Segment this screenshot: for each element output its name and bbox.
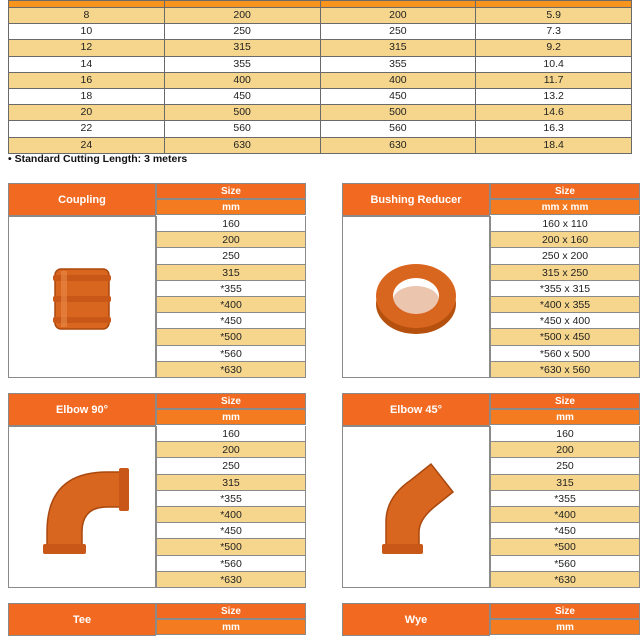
unit-header: mm xyxy=(156,199,306,215)
size-value: 250 xyxy=(156,248,306,264)
table-cell: 7.3 xyxy=(476,24,632,40)
wye-panel xyxy=(342,603,640,643)
panel-title: Wye xyxy=(342,603,490,636)
table-cell: 10 xyxy=(9,24,165,40)
table-cell: 250 xyxy=(320,24,476,40)
size-list xyxy=(156,426,306,588)
panel-title: Coupling xyxy=(8,183,156,216)
size-list xyxy=(490,216,640,378)
table-cell: 18.4 xyxy=(476,137,632,153)
table-cell: 630 xyxy=(320,137,476,153)
tee-panel xyxy=(8,603,306,643)
table-cell: 11.7 xyxy=(476,72,632,88)
size-value: *630 xyxy=(156,572,306,588)
size-value: 200 x 160 xyxy=(490,232,640,248)
elbow-45-image xyxy=(342,426,490,588)
table-row xyxy=(9,121,632,137)
size-value: *560 x 500 xyxy=(490,346,640,362)
size-value: *400 x 355 xyxy=(490,297,640,313)
size-value: *630 xyxy=(490,572,640,588)
cutting-length-note: • Standard Cutting Length: 3 meters xyxy=(8,153,188,165)
bushing-reducer-image xyxy=(342,216,490,378)
table-cell: 13.2 xyxy=(476,89,632,105)
size-header: Size xyxy=(156,393,306,409)
table-cell: 450 xyxy=(164,89,320,105)
table-cell: 560 xyxy=(320,121,476,137)
size-value: *400 xyxy=(490,507,640,523)
unit-header: mm xyxy=(490,619,640,635)
size-value: *500 xyxy=(156,329,306,345)
unit-header: mm xyxy=(156,619,306,635)
size-header: Size xyxy=(156,603,306,619)
size-value: *355 x 315 xyxy=(490,281,640,297)
table-cell: 400 xyxy=(320,72,476,88)
unit-header: mm xyxy=(490,409,640,425)
size-value: *450 x 400 xyxy=(490,313,640,329)
table-cell: 250 xyxy=(164,24,320,40)
pipe-size-table xyxy=(8,0,632,154)
size-value: *450 xyxy=(156,313,306,329)
size-value: *355 xyxy=(156,281,306,297)
table-cell: 18 xyxy=(9,89,165,105)
size-value: 315 x 250 xyxy=(490,265,640,281)
table-cell: 12 xyxy=(9,40,165,56)
size-value: *560 xyxy=(490,556,640,572)
size-value: 200 xyxy=(490,442,640,458)
table-cell: 22 xyxy=(9,121,165,137)
size-value: *450 xyxy=(156,523,306,539)
size-value: 250 xyxy=(156,458,306,474)
table-cell: 16 xyxy=(9,72,165,88)
coupling-image xyxy=(8,216,156,378)
size-value: 160 xyxy=(490,426,640,442)
size-value: *400 xyxy=(156,297,306,313)
table-cell: 5.9 xyxy=(476,8,632,24)
size-value: 315 xyxy=(490,475,640,491)
panel-title: Tee xyxy=(8,603,156,636)
table-cell: 14 xyxy=(9,56,165,72)
bushing-reducer-panel xyxy=(342,183,640,378)
table-header-strip xyxy=(9,1,632,8)
table-cell: 20 xyxy=(9,105,165,121)
size-value: 200 xyxy=(156,232,306,248)
table-cell: 400 xyxy=(164,72,320,88)
table-cell: 10.4 xyxy=(476,56,632,72)
table-cell: 630 xyxy=(164,137,320,153)
size-value: 315 xyxy=(156,265,306,281)
size-list xyxy=(156,216,306,378)
size-value: 160 xyxy=(156,426,306,442)
elbow-45-panel xyxy=(342,393,640,588)
size-value: *560 xyxy=(156,556,306,572)
size-header: Size xyxy=(490,603,640,619)
table-row xyxy=(9,40,632,56)
table-row xyxy=(9,8,632,24)
unit-header: mm xyxy=(156,409,306,425)
table-cell: 200 xyxy=(164,8,320,24)
table-row xyxy=(9,137,632,153)
table-cell: 315 xyxy=(320,40,476,56)
size-header: Size xyxy=(156,183,306,199)
size-value: 200 xyxy=(156,442,306,458)
table-cell: 14.6 xyxy=(476,105,632,121)
size-value: *500 xyxy=(490,539,640,555)
elbow-90-image xyxy=(8,426,156,588)
elbow-45-icon xyxy=(371,452,461,562)
size-value: *355 xyxy=(490,491,640,507)
table-row xyxy=(9,24,632,40)
elbow-90-icon xyxy=(27,452,137,562)
table-cell: 9.2 xyxy=(476,40,632,56)
size-list xyxy=(490,426,640,588)
table-row xyxy=(9,105,632,121)
table-cell: 8 xyxy=(9,8,165,24)
size-value: *630 xyxy=(156,362,306,378)
table-cell: 200 xyxy=(320,8,476,24)
table-cell: 16.3 xyxy=(476,121,632,137)
table-cell: 355 xyxy=(320,56,476,72)
coupling-panel xyxy=(8,183,306,378)
coupling-icon xyxy=(47,257,117,337)
size-value: *400 xyxy=(156,507,306,523)
size-value: 160 xyxy=(156,216,306,232)
panel-title: Elbow 90° xyxy=(8,393,156,426)
size-value: *355 xyxy=(156,491,306,507)
table-cell: 500 xyxy=(320,105,476,121)
table-cell: 355 xyxy=(164,56,320,72)
size-value: 315 xyxy=(156,475,306,491)
table-cell: 500 xyxy=(164,105,320,121)
elbow-90-panel xyxy=(8,393,306,588)
size-value: 250 xyxy=(490,458,640,474)
panel-title: Bushing Reducer xyxy=(342,183,490,216)
table-row xyxy=(9,72,632,88)
table-row xyxy=(9,56,632,72)
size-value: 250 x 200 xyxy=(490,248,640,264)
panel-title: Elbow 45° xyxy=(342,393,490,426)
table-cell: 315 xyxy=(164,40,320,56)
table-cell: 560 xyxy=(164,121,320,137)
bushing-reducer-icon xyxy=(371,252,461,342)
size-header: Size xyxy=(490,393,640,409)
unit-header: mm x mm xyxy=(490,199,640,215)
size-value: *450 xyxy=(490,523,640,539)
size-value: *500 x 450 xyxy=(490,329,640,345)
table-row xyxy=(9,89,632,105)
size-header: Size xyxy=(490,183,640,199)
size-value: 160 x 110 xyxy=(490,216,640,232)
table-cell: 24 xyxy=(9,137,165,153)
size-value: *630 x 560 xyxy=(490,362,640,378)
size-value: *560 xyxy=(156,346,306,362)
table-cell: 450 xyxy=(320,89,476,105)
size-value: *500 xyxy=(156,539,306,555)
